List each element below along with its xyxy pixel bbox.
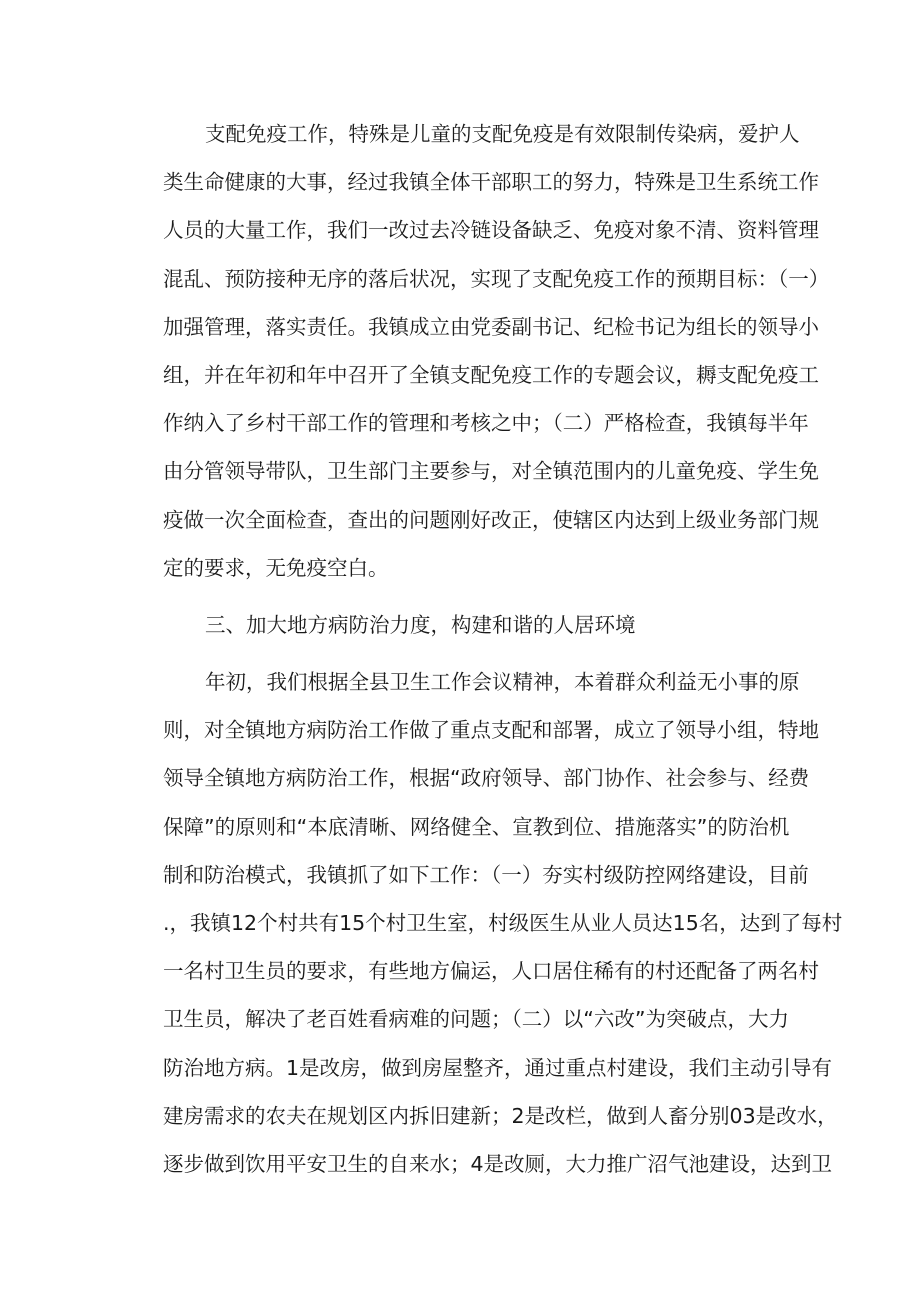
section-heading-3 [163, 601, 803, 649]
paragraph-line: 则，对全镇地方病防治工作做了重点支配和部署，成立了领导小组，特地 [163, 718, 819, 743]
paragraph-immunization [163, 110, 830, 592]
section-heading-text: 三、加大地方病防治力度，构建和谐的人居环境 [205, 612, 636, 637]
paragraph-endemic-disease [163, 658, 843, 1188]
document-body [163, 110, 843, 1188]
paragraph-line: 疫做一次全面检查，查出的问题刚好改正，使辖区内达到上级业务部门规 [163, 507, 819, 532]
paragraph-line: 类生命健康的大事，经过我镇全体干部职工的努力，特殊是卫生系统工作 [163, 170, 819, 195]
paragraph-line: 卫生员，解决了老百姓看病难的问题；（二）以“六改”为突破点，大力 [163, 1007, 789, 1032]
paragraph-line: 混乱、预防接种无序的落后状况，实现了支配免疫工作的预期目标：（一） [163, 266, 830, 291]
paragraph-line: 组，并在年初和年中召开了全镇支配免疫工作的专题会议，耨支配免疫工 [163, 362, 819, 387]
paragraph-line: 逐步做到饮用平安卫生的自来水；4是改厕，大力推广沼气池建设，达到卫 [163, 1151, 833, 1176]
paragraph-line: 定的要求，无免疫空白。 [163, 555, 389, 580]
paragraph-line: 年初，我们根据全县卫生工作会议精神，本着群众利益无小事的原 [205, 670, 800, 695]
paragraph-line: 保障”的原则和“本底清晰、网络健全、宣教到位、措施落实”的防治机 [163, 814, 790, 839]
paragraph-line: 一名村卫生员的要求，有些地方偏运，人口居住稀有的村还配备了两名村 [163, 959, 819, 984]
paragraph-line: .，我镇12个村共有15个村卫生室，村级医生从业人员达15名，达到了每村 [163, 911, 843, 935]
paragraph-line: 制和防治模式，我镇抓了如下工作：（一）夯实村级防控网络建设，目前 [163, 862, 809, 887]
paragraph-line: 由分管领导带队，卫生部门主要参与，对全镇范围内的儿童免疫、学生免 [163, 459, 819, 484]
paragraph-line: 加强管理，落实责任。我镇成立由党委副书记、纪检书记为组长的领导小 [163, 314, 819, 339]
paragraph-line: 建房需求的农夫在规划区内拆旧建新；2是改栏，做到人畜分别03是改水， [163, 1103, 838, 1128]
paragraph-line: 领导全镇地方病防治工作，根据“政府领导、部门协作、社会参与、经费 [163, 766, 810, 791]
paragraph-line: 人员的大量工作，我们一改过去冷链设备缺乏、免疫对象不清、资料管理 [163, 218, 819, 243]
paragraph-line: 作纳入了乡村干部工作的管理和考核之中；（二）严格检查，我镇每半年 [163, 411, 809, 436]
paragraph-line: 支配免疫工作，特殊是儿童的支配免疫是有效限制传染病，爱护人 [205, 122, 800, 146]
paragraph-line: 防治地方病。1是改房，做到房屋整齐，通过重点村建设，我们主动引导有 [163, 1055, 833, 1080]
